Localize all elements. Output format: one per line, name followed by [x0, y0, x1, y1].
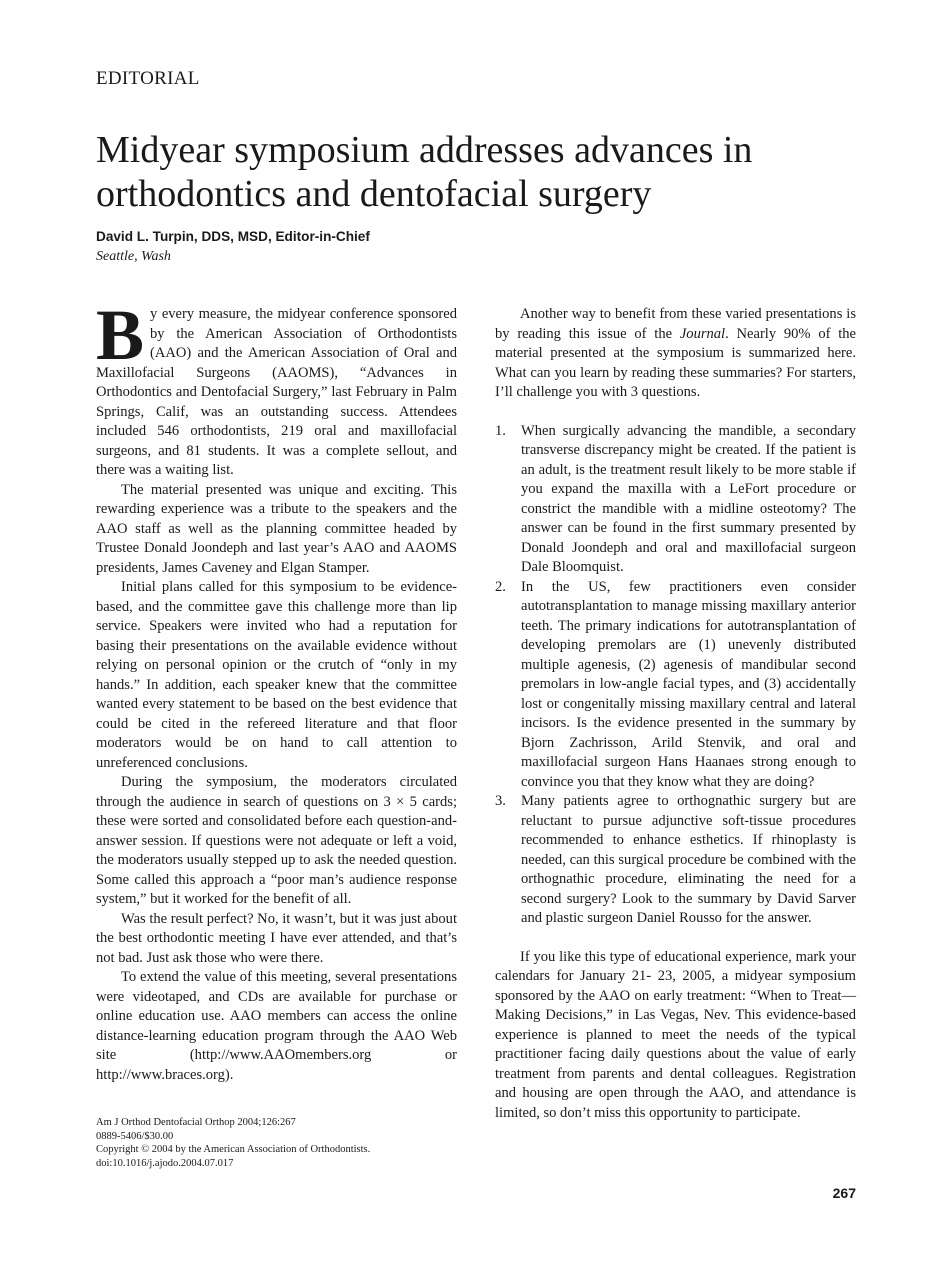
section-label: EDITORIAL [96, 68, 200, 89]
list-item [495, 792, 856, 929]
list-text: In the US, few practitioners even consider autotransplantation to manage missing maxillary anterior teeth. The primary indications for autotransplantation of developing premolars are (1) unevenly distributed multiple agenesis, (2) agenesis of mandibular second premolars in low-angle facial types, and (3) accidentally lost or congenitally missing maxillary central and lateral incisors. Is the evidence presented in the summary by Bjorn Zachrisson, Arild Stenvik, and oral and maxillofacial surgeon Hans Haanaes strong enough to convince you that they know what they are doing? [521, 578, 856, 790]
issn: 0889-5406/$30.00 [96, 1130, 174, 1142]
footnote [96, 1116, 457, 1170]
paragraph-4: During the symposium, the moderators circulated through the audience in search of questions on 3 × 5 cards; these were sorted and consolidated before each question-and-answer session. If questions were not adequate or left a void, the moderators usually stepped up to ask the needed question. Some called this approach a “poor man’s audience response system,” but it worked for the benefit of all. [96, 774, 457, 907]
page-number: 267 [832, 1185, 856, 1201]
right-paragraph-1-start: Another way to benefit from these varied presentations is by reading this issue of the [495, 306, 856, 342]
paragraph-2: The material presented was unique and exciting. This rewarding experience was a tribute to the speakers and the AAO staff as well as the planning committee headed by Trustee Donald Joondeph and last year’s AAO and AAOMS presidents, James Caveney and Elgan Stamper. [96, 481, 457, 576]
paragraph-6: To extend the value of this meeting, several presentations were videotaped, and CDs are available for purchase or online education use. AAO members can access the online distance-learning education program through the AAO Web site (http://www.AAOmembers.org or http://www.braces.org). [96, 969, 457, 1083]
doi: doi:10.1016/j.ajodo.2004.07.017 [96, 1157, 234, 1169]
paragraph-5: Was the result perfect? No, it wasn’t, but it was just about the best orthodontic meeting I have ever attended, and that’s not bad. Just ask those who were there. [96, 910, 457, 966]
left-column [96, 295, 457, 1085]
journal-name: Journal [679, 325, 726, 342]
list-number: 3. [495, 793, 506, 809]
right-paragraph-1-end: . Nearly 90% of the material presented at the symposium is summarized here. What can you learn by reading these summaries? For starters, I’ll challenge you with 3 questions. [495, 325, 856, 400]
article-title: Midyear symposium addresses advances in orthodontics and dentofacial surgery [96, 129, 753, 215]
right-column [495, 305, 856, 1123]
paragraph-1 [96, 295, 457, 481]
list-text: When surgically advancing the mandible, a secondary transverse discrepancy might be created. If the patient is an adult, is the treatment result likely to be more stable if you expand the maxilla with a LeFort procedure or constrict the mandible with a midline osteotomy? The answer can be found in the first summary presented by Donald Joondeph and oral and maxillofacial surgeon Dale Bloomquist. [521, 422, 856, 575]
paragraph-3: Initial plans called for this symposium to be evidence-based, and the committee gave this challenge more than lip service. Speakers were invited who had a reputation for basing their presentations on the available evidence without relying on personal opinion or the crutch of “only in my hands.” In addition, each speaker knew that the committee wanted every statement to be based on the best evidence that could be cited in the refereed literature and that floor moderators would be on hand to call attention to unreferenced conclusions. [96, 579, 457, 771]
list-number: 1. [495, 422, 506, 439]
drop-cap: B [96, 295, 145, 375]
question-list [495, 422, 856, 929]
author-line: David L. Turpin, DDS, MSD, Editor-in-Chief [96, 229, 370, 244]
list-item [495, 422, 856, 578]
right-paragraph-2: If you like this type of educational experience, mark your calendars for January 21- 23, 2005, a midyear symposium sponsored by the AAO on early treatment: “When to Treat—Making Decisions,” in Las Vegas, Nev. This evidence-based experience is planned to meet the needs of the typical practitioner facing daily questions about the value of early treatment from parents and dental colleagues. Registration and housing are open through the AAO, and attendance is limited, so don’t miss this opportunity to participate. [495, 948, 856, 1121]
copyright: Copyright © 2004 by the American Association of Orthodontists. [96, 1144, 371, 1156]
list-text: Many patients agree to orthognathic surgery but are reluctant to pursue adjunctive soft-tissue procedures recommended to enhance esthetics. If rhinoplasty is needed, can this surgical procedure be combined with the orthognathic procedure, eliminating the need for a second surgery? Look to the summary by David Sarver and plastic surgeon Daniel Rousso for the answer. [521, 793, 856, 926]
citation: Am J Orthod Dentofacial Orthop 2004;126:267 [96, 1117, 296, 1128]
author-location: Seattle, Wash [96, 249, 171, 264]
list-number: 2. [495, 578, 506, 595]
list-item [495, 578, 856, 793]
paragraph-1-text: y every measure, the midyear conference sponsored by the American Association of Orthodontists (AAO) and the American Association of Oral and Maxillofacial Surgeons (AAOMS), “Advances in Orthodontics and Dentofacial Surgery,” last February in Palm Springs, Calif, was an outstanding success. Attendees included 546 orthodontists, 219 oral and maxillofacial surgeons, and 81 students. It was a complete sellout, and there was a waiting list. [96, 306, 457, 478]
right-paragraph-1 [495, 305, 856, 403]
